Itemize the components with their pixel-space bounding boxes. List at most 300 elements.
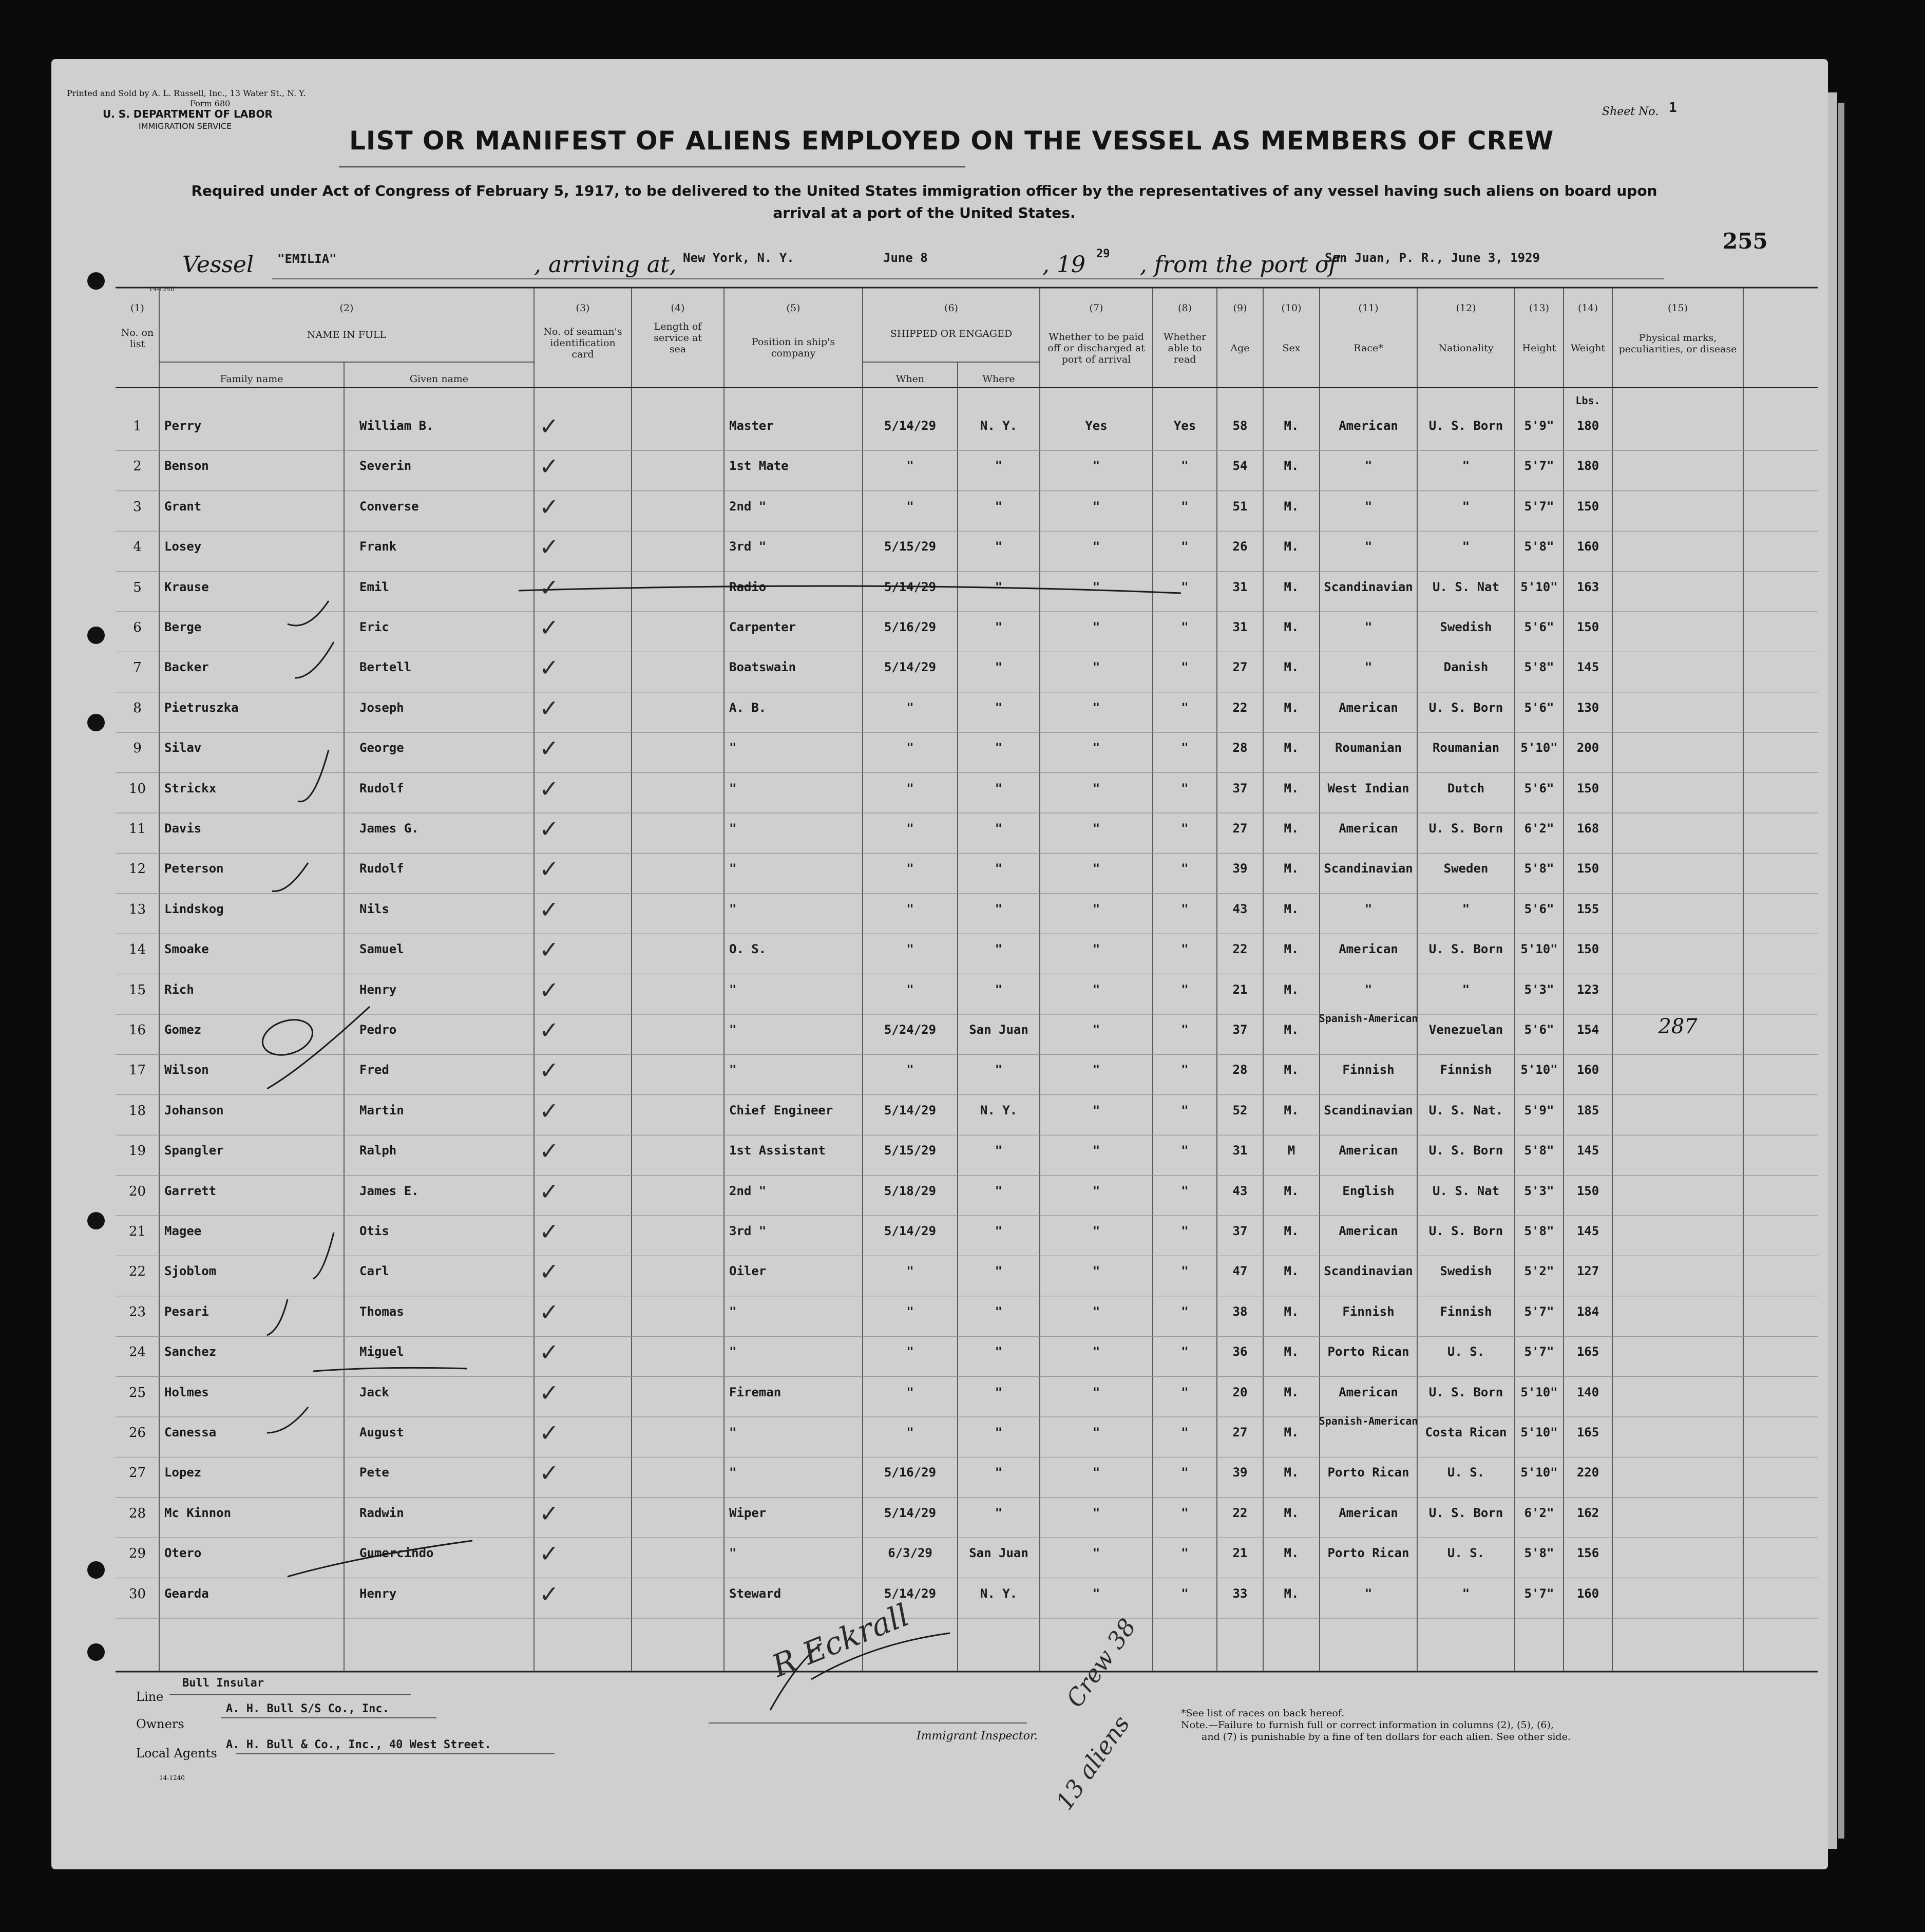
cell-sex: M.: [1284, 901, 1299, 916]
cell-race: Porto Rican: [1327, 1546, 1409, 1561]
cell-family: Peterson: [164, 861, 224, 876]
col-num: (1): [130, 302, 144, 314]
cell-given: Joseph: [359, 700, 404, 715]
cell-paid: ": [1092, 1385, 1100, 1399]
cell-given: Jack: [359, 1385, 389, 1399]
cell-sex: M.: [1284, 700, 1299, 715]
cell-when: 5/18/29: [884, 1183, 937, 1198]
cell-race: English: [1342, 1183, 1395, 1198]
cell-no: 29: [128, 1546, 146, 1562]
cell-where: ": [995, 1063, 1003, 1077]
cell-paid: ": [1092, 1344, 1100, 1359]
cell-weight: 168: [1576, 821, 1599, 836]
cell-height: 5'7": [1524, 459, 1554, 473]
cell-family: Holmes: [164, 1385, 209, 1399]
cell-when: ": [906, 901, 914, 916]
cell-age: 22: [1232, 1505, 1248, 1520]
cell-height: 5'7": [1524, 1344, 1554, 1359]
cell-position: Chief Engineer: [729, 1103, 833, 1117]
cell-paid: ": [1092, 1143, 1100, 1158]
cell-where: ": [995, 1143, 1003, 1158]
cell-no: 24: [128, 1344, 146, 1360]
cell-paid: ": [1092, 620, 1100, 634]
check-mark-icon: ✓: [539, 1056, 559, 1085]
cell-no: 6: [133, 620, 142, 635]
cell-given: Bertell: [359, 660, 412, 675]
cell-position: 2nd ": [729, 1183, 767, 1198]
cell-where: ": [995, 1183, 1003, 1198]
cell-position: ": [729, 861, 737, 876]
cell-age: 36: [1232, 1344, 1248, 1359]
weight-unit: Lbs.: [1575, 394, 1600, 407]
cell-weight: 150: [1576, 942, 1599, 957]
agents-value: A. H. Bull & Co., Inc., 40 West Street.: [226, 1738, 491, 1751]
check-mark-icon: ✓: [539, 1137, 559, 1165]
cell-where: N. Y.: [980, 1586, 1018, 1601]
cell-read: ": [1181, 982, 1189, 997]
cell-nationality: ": [1462, 499, 1470, 514]
cell-where: ": [995, 821, 1003, 836]
cell-nationality: ": [1462, 1586, 1470, 1601]
agents-label: Local Agents: [136, 1746, 217, 1760]
cell-read: ": [1181, 821, 1189, 836]
check-mark-icon: ✓: [539, 1580, 559, 1608]
cell-position: ": [729, 1425, 737, 1439]
check-mark-icon: ✓: [539, 1499, 559, 1527]
cell-weight: 150: [1576, 781, 1599, 795]
cell-no: 26: [128, 1425, 146, 1441]
cell-where: ": [995, 1224, 1003, 1238]
col-header-service: Length of service at sea: [654, 321, 702, 355]
check-mark-icon: ✓: [539, 976, 559, 1004]
cell-position: Radio: [729, 579, 767, 594]
cell-position: Oiler: [729, 1264, 767, 1279]
cell-height: 5'2": [1524, 1264, 1554, 1279]
cell-race: ": [1364, 982, 1373, 997]
stamp-number: 255: [1723, 229, 1768, 254]
check-mark-icon: ✓: [539, 1016, 559, 1044]
cell-nationality: Sweden: [1443, 861, 1489, 876]
cell-given: Emil: [359, 579, 389, 594]
cell-given: August: [359, 1425, 404, 1439]
cell-weight: 155: [1576, 901, 1599, 916]
check-mark-icon: ✓: [539, 1419, 559, 1447]
col-header-given: Given name: [409, 373, 469, 385]
cell-sex: M.: [1284, 982, 1299, 997]
cell-where: ": [995, 459, 1003, 473]
cell-given: James G.: [359, 821, 419, 836]
from-port: San Juan, P. R., June 3, 1929: [1325, 251, 1540, 265]
cell-family: Backer: [164, 660, 209, 675]
cell-given: Miguel: [359, 1344, 404, 1359]
sheet-label: Sheet No.: [1602, 105, 1659, 118]
cell-when: 5/15/29: [884, 539, 937, 554]
cell-given: Henry: [359, 982, 397, 997]
cell-weight: 145: [1576, 660, 1599, 675]
cell-family: Benson: [164, 459, 209, 473]
page-title: LIST OR MANIFEST OF ALIENS EMPLOYED ON THE VESSEL AS MEMBERS OF CREW: [349, 126, 1554, 156]
cell-nationality: U. S. Nat: [1432, 579, 1500, 594]
cell-age: 27: [1232, 1425, 1248, 1439]
cell-age: 28: [1232, 741, 1248, 755]
cell-age: 27: [1232, 821, 1248, 836]
cell-race: American: [1339, 1224, 1398, 1238]
cell-age: 38: [1232, 1304, 1248, 1319]
cell-read: ": [1181, 579, 1189, 594]
cell-age: 51: [1232, 499, 1248, 514]
cell-family: Lopez: [164, 1465, 202, 1480]
cell-where: ": [995, 620, 1003, 634]
cell-height: 5'6": [1524, 1022, 1554, 1037]
check-mark-icon: ✓: [539, 1298, 559, 1326]
cell-nationality: U. S. Born: [1428, 1143, 1503, 1158]
cell-weight: 160: [1576, 1063, 1599, 1077]
cell-age: 39: [1232, 1465, 1248, 1480]
col-header-read: Whether able to read: [1163, 331, 1207, 365]
cell-height: 5'9": [1524, 419, 1554, 433]
cell-weight: 127: [1576, 1264, 1599, 1279]
cell-nationality: ": [1462, 901, 1470, 916]
col-header-no: No. on list: [121, 327, 154, 350]
col-num: (14): [1577, 302, 1598, 314]
cell-when: ": [906, 459, 914, 473]
col-num: (8): [1178, 302, 1192, 314]
cell-when: 5/15/29: [884, 1143, 937, 1158]
cell-given: Otis: [359, 1224, 389, 1238]
cell-race: Spanish-American: [1319, 1416, 1418, 1427]
cell-no: 18: [128, 1103, 146, 1119]
cell-family: Davis: [164, 821, 202, 836]
cell-paid: ": [1092, 1586, 1100, 1601]
cell-paid: ": [1092, 1224, 1100, 1238]
handwritten-crew-count: Crew 38: [1060, 1613, 1141, 1712]
col-num: (2): [339, 302, 354, 314]
cell-race: Scandinavian: [1324, 1103, 1413, 1117]
cell-sex: M.: [1284, 1022, 1299, 1037]
cell-given: Converse: [359, 499, 419, 514]
cell-read: ": [1181, 1022, 1189, 1037]
arriving-place: New York, N. Y.: [683, 251, 794, 265]
cell-paid: ": [1092, 1465, 1100, 1480]
cell-nationality: ": [1462, 982, 1470, 997]
cell-read: ": [1181, 1505, 1189, 1520]
cell-height: 6'2": [1524, 1505, 1554, 1520]
cell-race: Porto Rican: [1327, 1465, 1409, 1480]
cell-weight: 156: [1576, 1546, 1599, 1561]
cell-where: ": [995, 1385, 1003, 1399]
cell-given: Gumercindo: [359, 1546, 434, 1561]
cell-family: Canessa: [164, 1425, 217, 1439]
cell-when: ": [906, 700, 914, 715]
cell-nationality: ": [1462, 539, 1470, 554]
cell-paid: ": [1092, 942, 1100, 957]
cell-read: ": [1181, 1183, 1189, 1198]
col-num: (5): [786, 302, 801, 314]
cell-height: 5'8": [1524, 861, 1554, 876]
cell-height: 5'3": [1524, 1183, 1554, 1198]
cell-where: ": [995, 741, 1003, 755]
cell-weight: 140: [1576, 1385, 1599, 1399]
arriving-label: , arriving at,: [534, 252, 677, 278]
cell-when: 5/14/29: [884, 1224, 937, 1238]
cell-sex: M.: [1284, 1264, 1299, 1279]
cell-sex: M.: [1284, 861, 1299, 876]
check-mark-icon: ✓: [539, 1177, 559, 1205]
cell-where: ": [995, 1304, 1003, 1319]
cell-given: Fred: [359, 1063, 389, 1077]
cell-read: ": [1181, 1224, 1189, 1238]
cell-sex: M.: [1284, 459, 1299, 473]
cell-given: Carl: [359, 1264, 389, 1279]
cell-race: Porto Rican: [1327, 1344, 1409, 1359]
cell-sex: M.: [1284, 1385, 1299, 1399]
cell-paid: ": [1092, 1505, 1100, 1520]
cell-paid: Yes: [1085, 419, 1108, 433]
cell-weight: 185: [1576, 1103, 1599, 1117]
cell-weight: 165: [1576, 1425, 1599, 1439]
cell-race: Scandinavian: [1324, 579, 1413, 594]
cell-paid: ": [1092, 741, 1100, 755]
cell-race: ": [1364, 539, 1373, 554]
cell-height: 6'2": [1524, 821, 1554, 836]
cell-family: Johanson: [164, 1103, 224, 1117]
handwritten-alien-count: 13 aliens: [1050, 1710, 1135, 1815]
col-num: (15): [1667, 302, 1688, 314]
cell-age: 33: [1232, 1586, 1248, 1601]
cell-read: ": [1181, 1063, 1189, 1077]
sheet-number: 1: [1669, 100, 1677, 116]
col-num: (10): [1281, 302, 1302, 314]
cell-family: Sanchez: [164, 1344, 217, 1359]
cell-no: 15: [128, 982, 146, 998]
cell-race: American: [1339, 1385, 1398, 1399]
check-mark-icon: ✓: [539, 1258, 559, 1286]
cell-age: 31: [1232, 579, 1248, 594]
cell-family: Wilson: [164, 1063, 209, 1077]
cell-no: 25: [128, 1385, 146, 1400]
cell-family: Berge: [164, 620, 202, 634]
check-mark-icon: ✓: [539, 694, 559, 722]
cell-given: James E.: [359, 1183, 419, 1198]
cell-race: Scandinavian: [1324, 861, 1413, 876]
cell-family: Smoake: [164, 942, 209, 957]
col-num: (4): [671, 302, 685, 314]
cell-nationality: Swedish: [1440, 1264, 1492, 1279]
cell-weight: 160: [1576, 539, 1599, 554]
arriving-date: June 8: [883, 251, 928, 265]
cell-paid: ": [1092, 781, 1100, 795]
cell-family: Rich: [164, 982, 194, 997]
cell-weight: 150: [1576, 861, 1599, 876]
cell-age: 52: [1232, 1103, 1248, 1117]
cell-family: Pietruszka: [164, 700, 239, 715]
cell-nationality: U. S. Nat: [1432, 1183, 1500, 1198]
cell-sex: M.: [1284, 741, 1299, 755]
cell-no: 9: [133, 741, 142, 756]
cell-position: 3rd ": [729, 539, 767, 554]
check-mark-icon: ✓: [539, 1096, 559, 1125]
cell-height: 5'10": [1520, 1063, 1558, 1077]
cell-race: ": [1364, 499, 1373, 514]
cell-sex: M.: [1284, 1505, 1299, 1520]
cell-given: Eric: [359, 620, 389, 634]
penalty-note-line1: Note.—Failure to furnish full or correct information in columns (2), (5), (6),: [1181, 1719, 1554, 1731]
cell-age: 22: [1232, 700, 1248, 715]
cell-height: 5'3": [1524, 982, 1554, 997]
cell-no: 28: [128, 1505, 146, 1521]
cell-race: ": [1364, 620, 1373, 634]
cell-when: ": [906, 781, 914, 795]
cell-position: ": [729, 982, 737, 997]
cell-when: ": [906, 942, 914, 957]
cell-family: Garrett: [164, 1183, 217, 1198]
col-header-id-card: No. of seaman's identification card: [543, 326, 622, 360]
cell-given: Pedro: [359, 1022, 397, 1037]
cell-no: 20: [128, 1183, 146, 1199]
cell-no: 10: [128, 781, 146, 797]
cell-sex: M.: [1284, 620, 1299, 634]
cell-read: ": [1181, 741, 1189, 755]
cell-weight: 130: [1576, 700, 1599, 715]
col-num: (6): [944, 302, 958, 314]
cell-family: Lindskog: [164, 901, 224, 916]
cell-when: 5/14/29: [884, 1505, 937, 1520]
cell-race: American: [1339, 1505, 1398, 1520]
check-mark-icon: ✓: [539, 614, 559, 641]
cell-height: 5'6": [1524, 781, 1554, 795]
cell-where: ": [995, 781, 1003, 795]
cell-no: 3: [133, 499, 142, 515]
cell-sex: M.: [1284, 660, 1299, 675]
cell-age: 20: [1232, 1385, 1248, 1399]
cell-nationality: U. S. Born: [1428, 821, 1503, 836]
cell-sex: M.: [1284, 1465, 1299, 1480]
cell-age: 31: [1232, 1143, 1248, 1158]
cell-weight: 154: [1576, 1022, 1599, 1037]
cell-age: 22: [1232, 942, 1248, 957]
cell-paid: ": [1092, 1264, 1100, 1279]
cell-when: ": [906, 1304, 914, 1319]
cell-paid: ": [1092, 499, 1100, 514]
cell-sex: M.: [1284, 579, 1299, 594]
cell-race: American: [1339, 821, 1398, 836]
cell-position: 3rd ": [729, 1224, 767, 1238]
cell-sex: M.: [1284, 1546, 1299, 1561]
col-header-age: Age: [1230, 343, 1250, 354]
cell-read: ": [1181, 1103, 1189, 1117]
cell-weight: 145: [1576, 1224, 1599, 1238]
cell-where: ": [995, 1425, 1003, 1439]
cell-nationality: Venezuelan: [1428, 1022, 1503, 1037]
cell-where: ": [995, 499, 1003, 514]
cell-when: 5/16/29: [884, 1465, 937, 1480]
cell-where: N. Y.: [980, 419, 1018, 433]
cell-read: ": [1181, 1546, 1189, 1561]
cell-weight: 180: [1576, 419, 1599, 433]
cell-when: ": [906, 982, 914, 997]
cell-position: 2nd ": [729, 499, 767, 514]
cell-age: 26: [1232, 539, 1248, 554]
cell-sex: M.: [1284, 781, 1299, 795]
check-mark-icon: ✓: [539, 855, 559, 883]
cell-nationality: U. S. Born: [1428, 1385, 1503, 1399]
cell-sex: M.: [1284, 1224, 1299, 1238]
cell-given: William B.: [359, 419, 434, 433]
cell-age: 58: [1232, 419, 1248, 433]
cell-race: Roumanian: [1335, 741, 1402, 755]
year-suffix: 29: [1096, 248, 1110, 260]
cell-family: Perry: [164, 419, 202, 433]
cell-height: 5'10": [1520, 741, 1558, 755]
cell-nationality: U. S. Born: [1428, 419, 1503, 433]
cell-weight: 165: [1576, 1344, 1599, 1359]
cell-height: 5'8": [1524, 1143, 1554, 1158]
cell-height: 5'10": [1520, 1425, 1558, 1439]
cell-sex: M.: [1284, 821, 1299, 836]
cell-position: ": [729, 781, 737, 795]
cell-nationality: U. S. Born: [1428, 1224, 1503, 1238]
cell-given: Radwin: [359, 1505, 404, 1520]
cell-position: ": [729, 1063, 737, 1077]
cell-read: ": [1181, 1465, 1189, 1480]
cell-paid: ": [1092, 579, 1100, 594]
cell-family: Strickx: [164, 781, 217, 795]
cell-position: Wiper: [729, 1505, 767, 1520]
col-header-family: Family name: [220, 373, 283, 385]
cell-no: 13: [128, 901, 146, 917]
col-header-weight: Weight: [1570, 343, 1606, 354]
cell-when: ": [906, 1264, 914, 1279]
small-code: 14-1240: [149, 286, 175, 293]
cell-given: Ralph: [359, 1143, 397, 1158]
line-label: Line: [136, 1690, 164, 1704]
cell-race: American: [1339, 1143, 1398, 1158]
cell-height: 5'6": [1524, 620, 1554, 634]
cell-given: Rudolf: [359, 781, 404, 795]
check-mark-icon: ✓: [539, 654, 559, 682]
form-number: Form 680: [190, 99, 231, 108]
check-mark-icon: ✓: [539, 533, 559, 561]
cell-where: ": [995, 1344, 1003, 1359]
col-header-shipped: SHIPPED OR ENGAGED: [890, 328, 1013, 339]
cell-read: ": [1181, 1304, 1189, 1319]
cell-position: Steward: [729, 1586, 782, 1601]
cell-when: 5/16/29: [884, 620, 937, 634]
cell-position: 1st Mate: [729, 459, 789, 473]
cell-no: 23: [128, 1304, 146, 1320]
cell-sex: M.: [1284, 1344, 1299, 1359]
cell-when: 5/14/29: [884, 660, 937, 675]
cell-weight: 200: [1576, 741, 1599, 755]
col-header-paid-off: Whether to be paid off or discharged at port of arrival: [1047, 331, 1145, 365]
cell-family: Otero: [164, 1546, 202, 1561]
col-header-where: Where: [982, 373, 1015, 385]
cell-height: 5'8": [1524, 539, 1554, 554]
cell-no: 7: [133, 660, 142, 676]
cell-race: ": [1364, 459, 1373, 473]
cell-age: 21: [1232, 982, 1248, 997]
cell-read: ": [1181, 942, 1189, 957]
cell-no: 27: [128, 1465, 146, 1481]
cell-age: 39: [1232, 861, 1248, 876]
cell-nationality: Finnish: [1440, 1063, 1492, 1077]
cell-family: Sjoblom: [164, 1264, 217, 1279]
cell-family: Gomez: [164, 1022, 202, 1037]
check-mark-icon: ✓: [539, 1378, 559, 1407]
cell-where: San Juan: [969, 1546, 1028, 1561]
cell-read: ": [1181, 620, 1189, 634]
cell-family: Spangler: [164, 1143, 224, 1158]
